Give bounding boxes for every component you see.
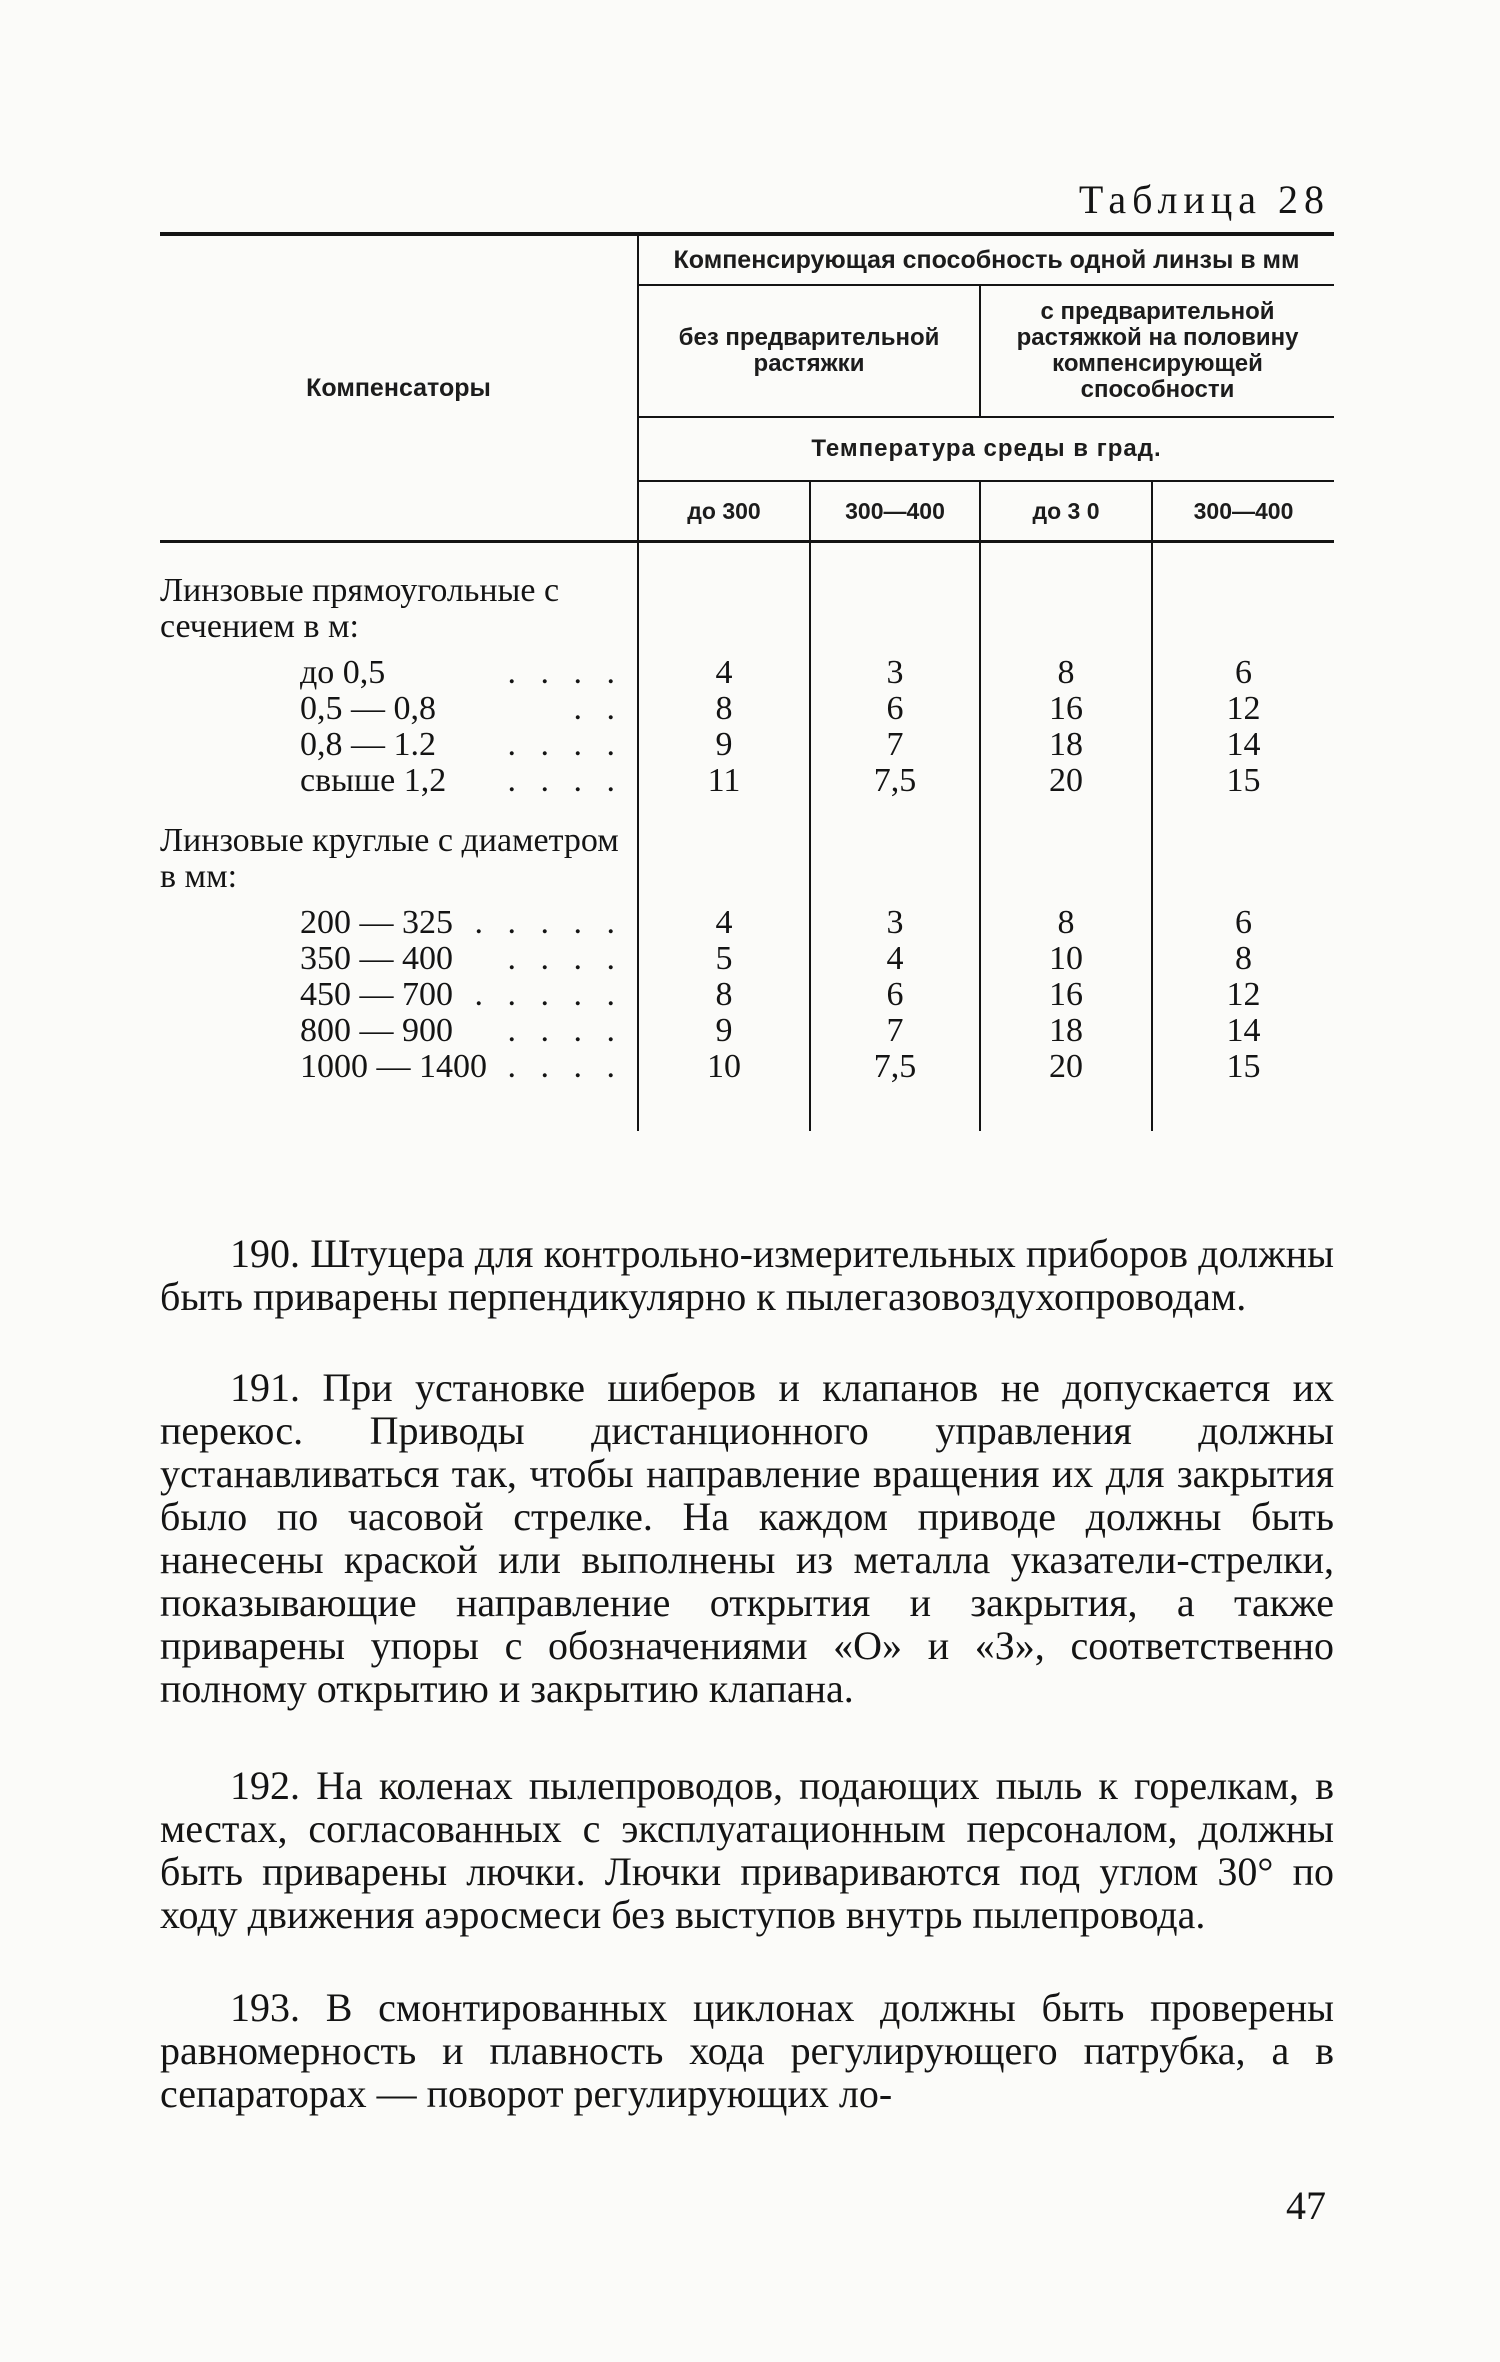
col-values: 3 6 7 7,5	[810, 542, 980, 800]
row-label: 1000 — 1400 . . . .	[300, 1048, 623, 1085]
row-label: свыше 1,2 . . . .	[300, 762, 623, 799]
group-label-rectangular: Линзовые прямоугольные с сечением в м: до 0,5 . . . . 0,5 — 0,8 . . 0,8 — 1.2 . . . . свыше 1,2 . . . .	[160, 542, 638, 800]
paragraph-193: 193. В смонтированных циклонах должны быть проверены равномерность и плавность хода регулирующего патрубка, а в сепараторах — поворот регулирующих ло-	[160, 1985, 1334, 2116]
col-values: 4 8 9 11	[638, 542, 810, 800]
col-values: 6 12 14 15	[1152, 542, 1334, 800]
paragraph-190: 190. Штуцера для контрольно-измерительных приборов должны быть приварены перпендикулярно к пылегазовоздухопроводам.	[160, 1231, 1334, 1319]
row-label: 450 — 700 . . . . .	[300, 976, 623, 1013]
paragraph-192: 192. На коленах пылепроводов, подающих пыль к горелкам, в местах, согласованных с эксплуатационным персоналом, должны быть приварены лючки. Лючки привариваются под углом 30° по ходу движения аэросмеси без выступов внутрь пылепровода.	[160, 1763, 1334, 1937]
col-values: 3 4 6 7 7,5	[810, 799, 980, 1085]
header-col-4: 300—400	[1152, 481, 1334, 542]
row-label: 350 — 400 . . . .	[300, 940, 623, 977]
table-caption: Таблица 28	[1078, 177, 1330, 222]
header-col-1: до 300	[638, 481, 810, 542]
header-col-3: до 3 0	[980, 481, 1152, 542]
page-number: 47	[1286, 2183, 1326, 2228]
col-values: 4 5 8 9 10	[638, 799, 810, 1085]
row-label: 800 — 900 . . . .	[300, 1012, 623, 1049]
row-label: 0,5 — 0,8 . .	[300, 690, 623, 727]
row-label: 200 — 325 . . . . .	[300, 904, 623, 941]
header-compensators: Компенсаторы	[160, 234, 638, 542]
row-label: до 0,5 . . . .	[300, 654, 623, 691]
col-values: 8 16 18 20	[980, 542, 1152, 800]
col-values: 8 10 16 18 20	[980, 799, 1152, 1085]
row-label: 0,8 — 1.2 . . . .	[300, 726, 623, 763]
header-with-prestretch: с предварительной растяжкой на половину компенсирующей способности	[980, 285, 1334, 417]
header-capacity: Компенсирующая способность одной линзы в мм	[638, 234, 1334, 285]
header-without-prestretch: без предварительной растяжки	[638, 285, 980, 417]
paragraph-191: 191. При установке шиберов и клапанов не допускается их перекос. Приводы дистанционного управления должны устанавливаться так, чтобы направление вращения их для закрытия было по часовой стрелке. На каждом приводе должны быть нанесены краской или выполнены из металла указатели-стрелки, показывающие направление открытия и закрытия, а также приварены упоры с обозначениями «О» и «З», соответственно полному открытию и закрытию клапана.	[160, 1365, 1334, 1711]
group-label-round: Линзовые круглые с диаметром в мм: 200 — 325 . . . . . 350 — 400 . . . . 450 — 700 . . . . . 800 — 900 . . . . 1000 — 1400 . . . .	[160, 799, 638, 1085]
header-temperature: Температура среды в град.	[638, 417, 1334, 481]
compensator-table	[160, 232, 1334, 1131]
col-values: 6 8 12 14 15	[1152, 799, 1334, 1085]
header-col-2: 300—400	[810, 481, 980, 542]
